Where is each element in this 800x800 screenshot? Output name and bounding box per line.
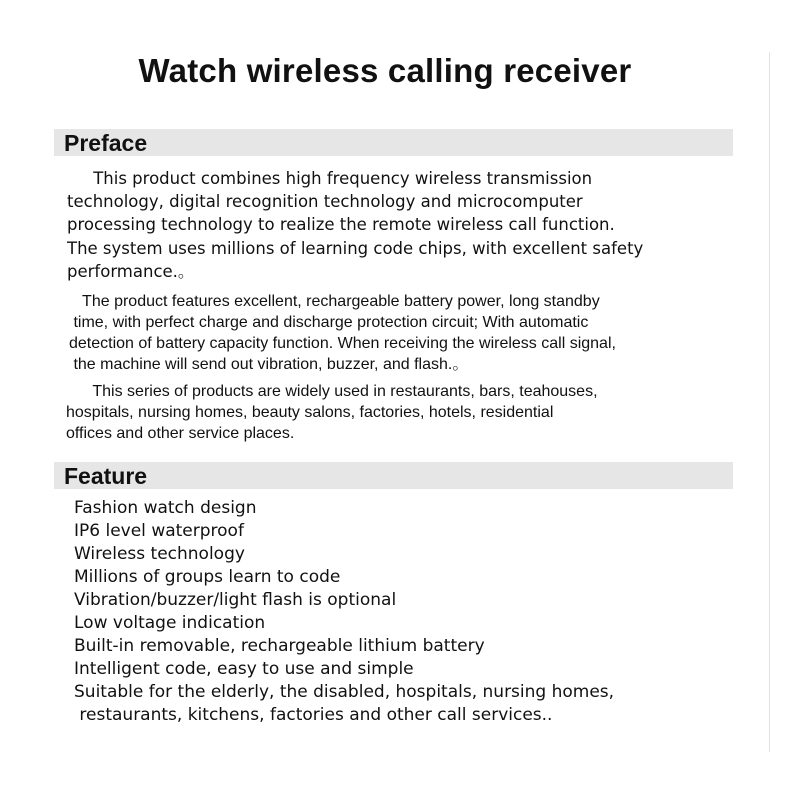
feature-item: Fashion watch design	[74, 498, 257, 518]
feature-item: Vibration/buzzer/light flash is optional	[74, 590, 397, 610]
right-divider	[769, 52, 770, 752]
feature-item: Built-in removable, rechargeable lithium battery	[74, 636, 485, 656]
feature-item: Wireless technology	[74, 544, 245, 564]
feature-item: Suitable for the elderly, the disabled, hospitals, nursing homes, restaurants, kitchens, factories and other call services..	[74, 682, 615, 725]
document-title: Watch wireless calling receiver	[138, 52, 632, 89]
preface-paragraph-1: This product combines high frequency wireless transmission technology, digital recognition technology and microcomputer processing technology to realize the remote wireless call function. The system uses millions of learning code chips, with excellent safety performance.。	[67, 169, 644, 281]
feature-item: IP6 level waterproof	[74, 521, 244, 541]
feature-item: Millions of groups learn to code	[74, 567, 341, 587]
feature-item: Low voltage indication	[74, 613, 266, 633]
preface-paragraph-3: This series of products are widely used in restaurants, bars, teahouses, hospitals, nursing homes, beauty salons, factories, hotels, residential offices and other service places.	[66, 383, 598, 442]
preface-heading: Preface	[64, 130, 148, 156]
feature-heading-bar	[54, 462, 733, 489]
feature-heading: Feature	[64, 463, 148, 489]
feature-item: Intelligent code, easy to use and simple	[74, 659, 414, 679]
preface-heading-bar	[54, 129, 733, 156]
preface-paragraph-2: The product features excellent, rechargeable battery power, long standby time, with perfect charge and discharge protection circuit; With automatic detection of battery capacity function. When receiving the wireless call signal, the machine will send out vibration, buzzer, and flash.。	[69, 293, 616, 373]
feature-list	[74, 497, 614, 727]
